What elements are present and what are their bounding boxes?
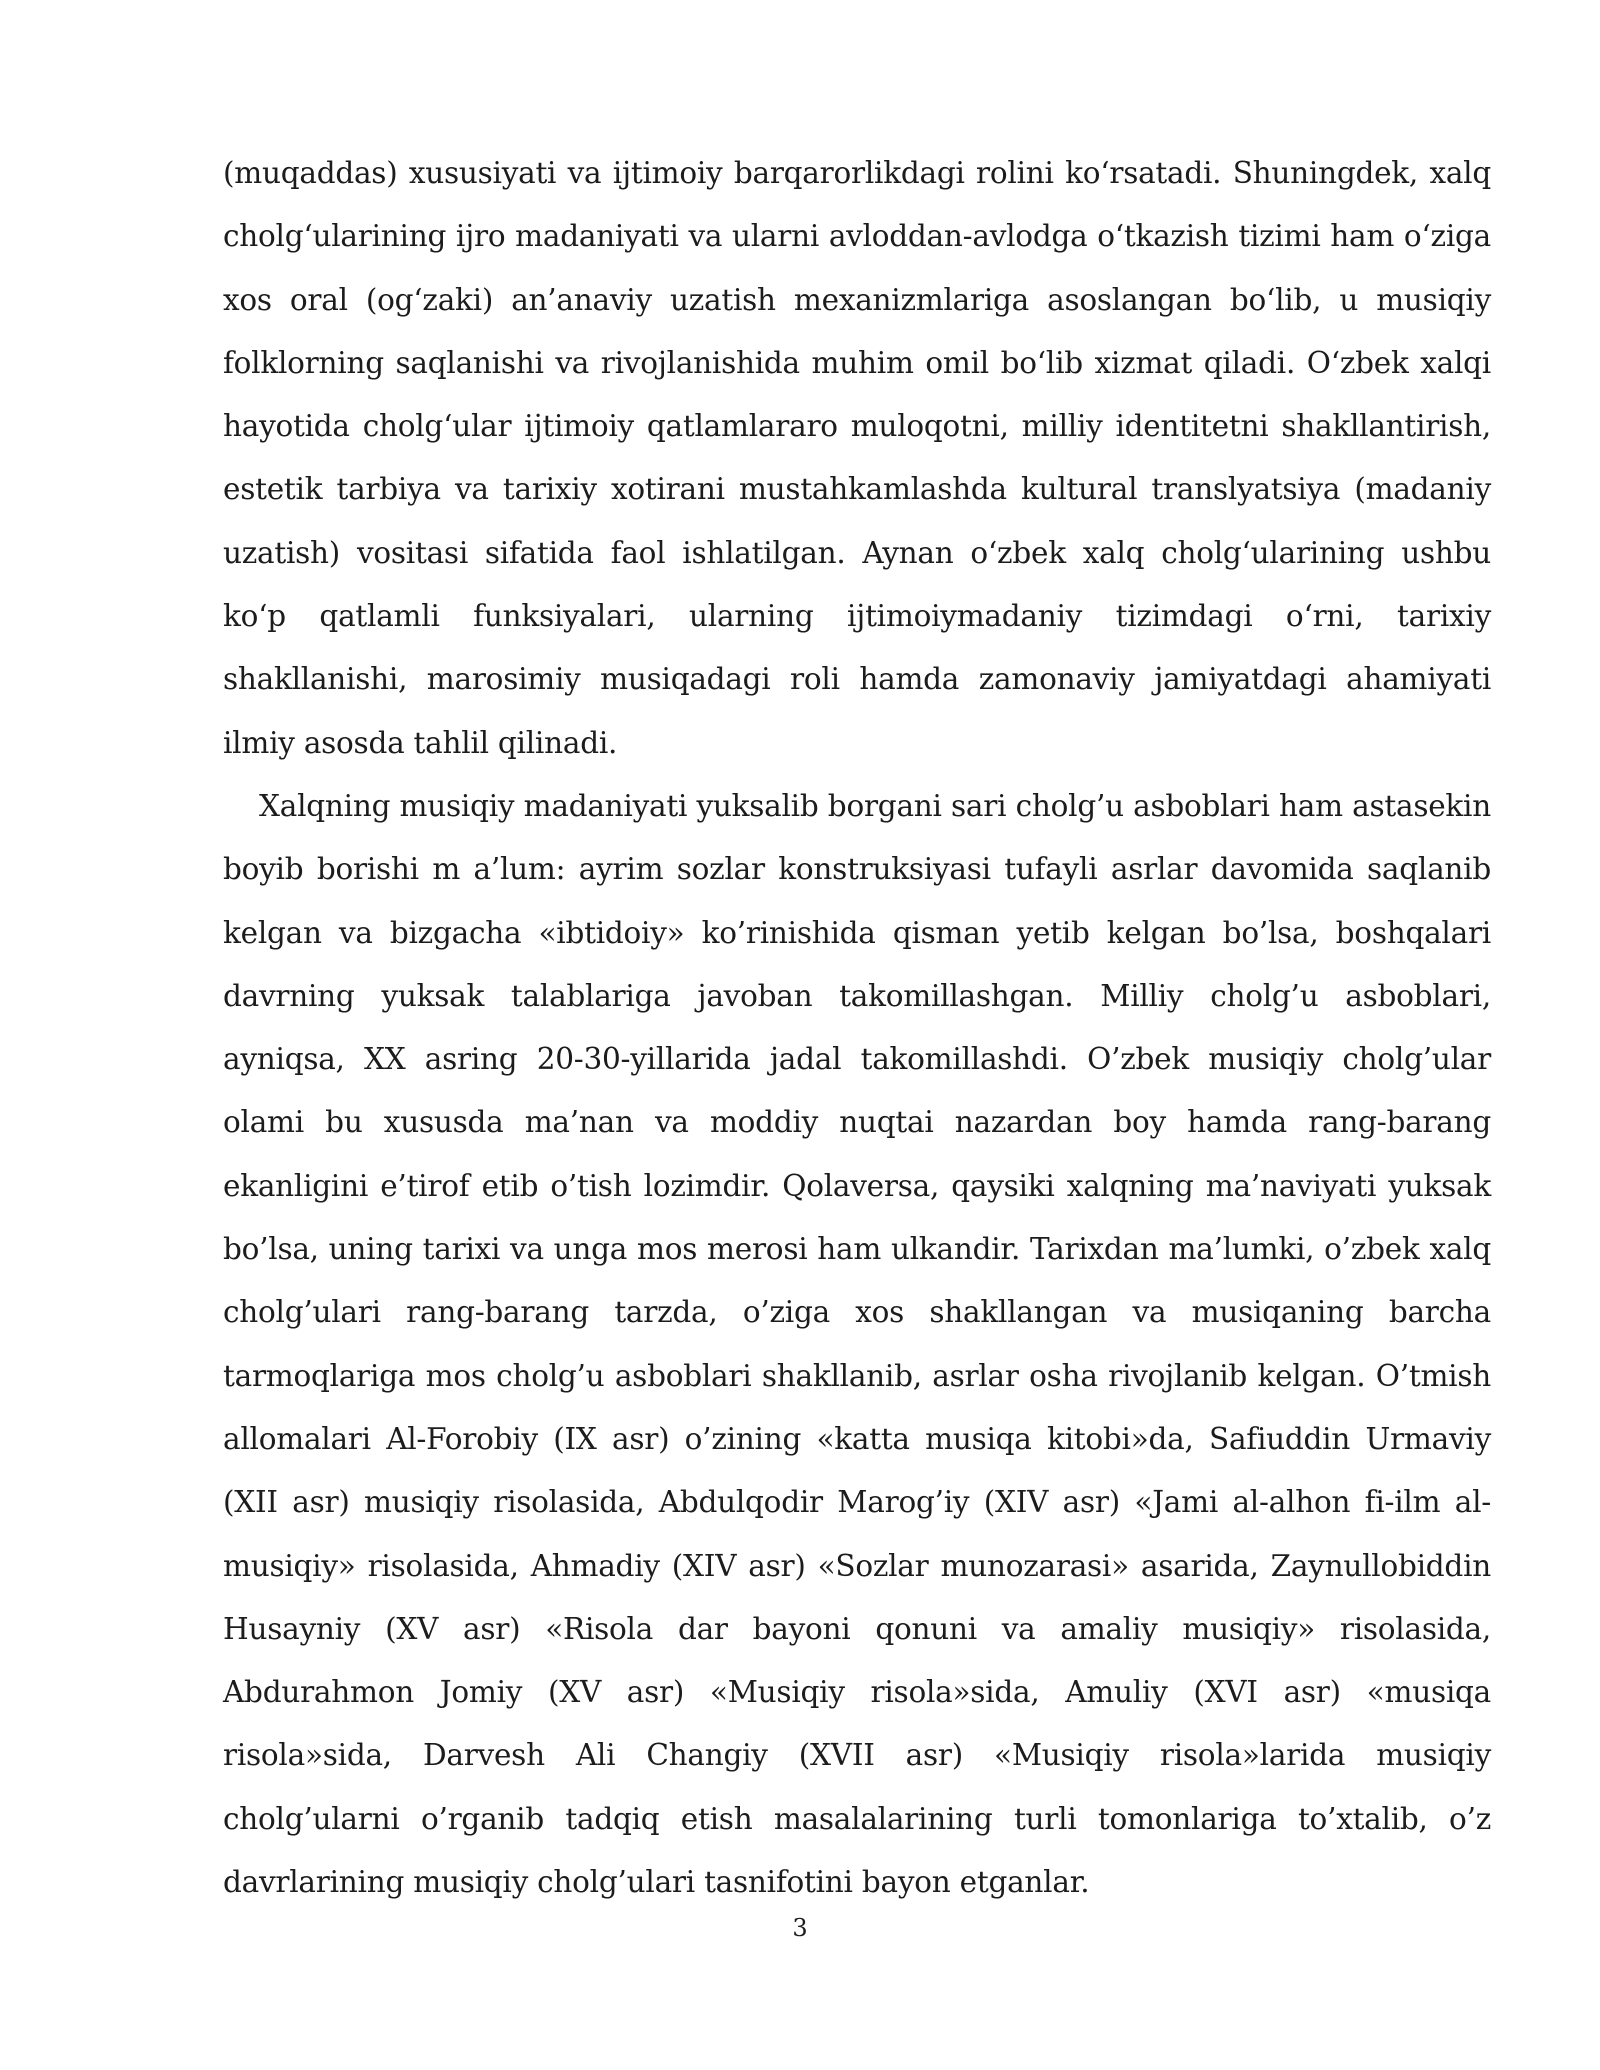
page-number: 3 [792,1914,808,1942]
body-text [223,142,1491,1914]
paragraph-2: Xalqning musiqiy madaniyati yuksalib borgani sari cholg’u asboblari ham astasekin boyib borishi m a’lum: ayrim sozlar konstruksiyasi tufayli asrlar davomida saqlanib kelgan va bizgacha «ibtidoiy» ko’rinishida qisman yetib kelgan bo’lsa, boshqalari davrning yuksak talablariga javoban takomillashgan. Milliy cholg’u asboblari, ayniqsa, XX asring 20-30-yillarida jadal takomillashdi. O’zbek musiqiy cholg’ular olami bu xususda ma’nan va moddiy nuqtai nazardan boy hamda rang-barang ekanligini e’tirof etib o’tish lozimdir. Qolaversa, qaysiki xalqning ma’naviyati yuksak bo’lsa, uning tarixi va unga mos merosi ham ulkandir. Tarixdan ma’lumki, o’zbek xalq cholg’ulari rang-barang tarzda, o’ziga xos shakllangan va musiqaning barcha tarmoqlariga mos cholg’u asboblari shakllanib, asrlar osha rivojlanib kelgan. O’tmish allomalari Al-Forobiy (IX asr) o’zining «katta musiqa kitobi»da, Safiuddin Urmaviy (XII asr) musiqiy risolasida, Abdulqodir Marog’iy (XIV asr) «Jami al-alhon fi-ilm al-musiqiy» risolasida, Ahmadiy (XIV asr) «Sozlar munozarasi» asarida, Zaynullobiddin Husayniy (XV asr) «Risola dar bayoni qonuni va amaliy musiqiy» risolasida, Abdurahmon Jomiy (XV asr) «Musiqiy risola»sida, Amuliy (XVI asr) «musiqa risola»sida, Darvesh Ali Changiy (XVII asr) «Musiqiy risola»larida musiqiy cholg’ularni o’rganib tadqiq etish masalalarining turli tomonlariga to’xtalib, o’z davrlarining musiqiy cholg’ulari tasnifotini bayon etganlar. [223,788,1491,1900]
paragraph-1: (muqaddas) xususiyati va ijtimoiy barqarorlikdagi rolini koʻrsatadi. Shuningdek, xalq cholgʻularining ijro madaniyati va ularni avloddan-avlodga oʻtkazish tizimi ham oʻziga xos oral (ogʻzaki) an’anaviy uzatish mexanizmlariga asoslangan boʻlib, u musiqiy folklorning saqlanishi va rivojlanishida muhim omil boʻlib xizmat qiladi. Oʻzbek xalqi hayotida cholgʻular ijtimoiy qatlamlararo muloqotni, milliy identitetni shakllantirish, estetik tarbiya va tarixiy xotirani mustahkamlashda kultural translyatsiya (madaniy uzatish) vositasi sifatida faol ishlatilgan. Aynan oʻzbek xalq cholgʻularining ushbu koʻp qatlamli funksiyalari, ularning ijtimoiymadaniy tizimdagi oʻrni, tarixiy shakllanishi, marosimiy musiqadagi roli hamda zamonaviy jamiyatdagi ahamiyati ilmiy asosda tahlil qilinadi. [223,156,1491,760]
